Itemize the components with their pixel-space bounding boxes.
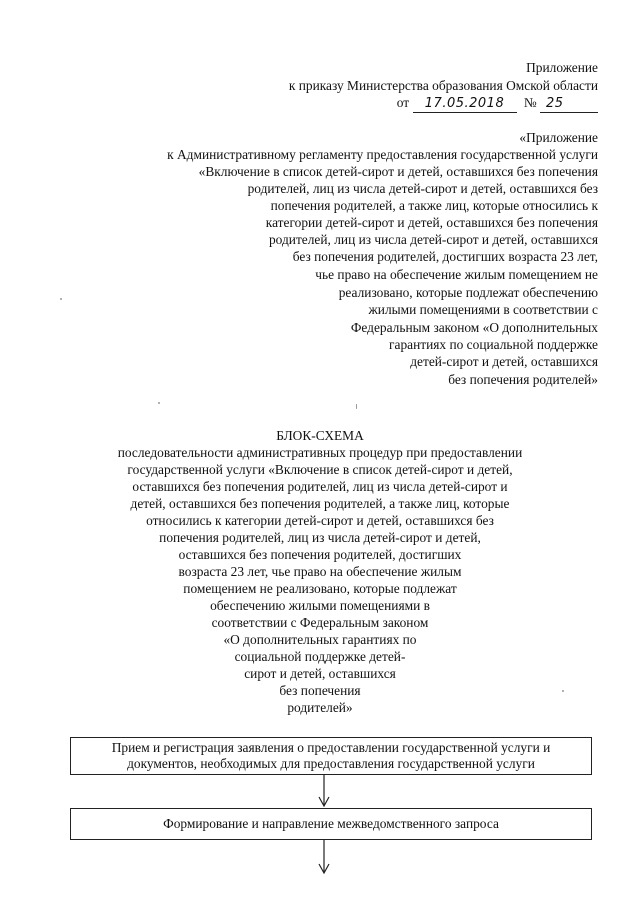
appendix-line: жилыми помещениями в соответствии с <box>368 302 598 317</box>
number-label: № <box>523 95 537 110</box>
blockscheme-line: соответствии с Федеральным законом <box>211 615 429 630</box>
flowchart-step-text: Формирование и направление межведомственного запроса <box>163 815 499 831</box>
blockscheme-line: оставшихся без попечения родителей, достигших <box>178 547 462 562</box>
appendix-line: без попечения родителей, достигших возраста 23 лет, <box>292 249 598 264</box>
blockscheme-line: последовательности административных процедур при предоставлении <box>117 445 523 460</box>
header-title: Приложение <box>526 60 598 75</box>
appendix-line: родителей, лиц из числа детей-сирот и детей, оставшихся <box>268 232 598 247</box>
number-handwritten: 25 <box>540 96 598 113</box>
blockscheme-line: детей, оставшихся без попечения родителей, а также лиц, которые <box>130 496 510 511</box>
blockscheme-line: социальной поддержке детей- <box>234 649 406 664</box>
scan-speck <box>60 298 62 300</box>
blockscheme-line: относились к категории детей-сирот и детей, оставшихся без <box>146 513 494 528</box>
appendix-line: без попечения родителей» <box>448 372 598 387</box>
appendix-line: гарантиях по социальной поддержке <box>389 337 598 352</box>
appendix-line: к Административному регламенту предоставления государственной услуги <box>167 147 598 162</box>
header-order-line: к приказу Министерства образования Омской области <box>288 78 598 93</box>
blockscheme-line: родителей» <box>287 700 353 715</box>
blockscheme-line: государственной услуги «Включение в список детей-сирот и детей, <box>127 462 513 477</box>
flowchart-step-interagency-request <box>70 808 592 840</box>
blockscheme-line: без попечения <box>279 683 361 698</box>
appendix-line: категории детей-сирот и детей, оставшихся без попечения <box>265 215 598 230</box>
blockscheme-line: помещением не реализовано, которые подлежат <box>183 581 457 596</box>
date-handwritten: 17.05.2018 <box>413 96 517 113</box>
appendix-line: детей-сирот и детей, оставшихся <box>410 354 598 369</box>
appendix-line: родителей, лиц из числа детей-сирот и детей, оставшихся без <box>247 181 598 196</box>
blockscheme-line: возраста 23 лет, чье право на обеспечение жилым <box>178 564 462 579</box>
header-date-number-line <box>397 95 598 113</box>
blockscheme-line: сирот и детей, оставшихся <box>244 666 396 681</box>
appendix-line: «Приложение <box>519 130 598 145</box>
appendix-line: чье право на обеспечение жилым помещением не <box>315 267 598 282</box>
ot-label: от <box>396 95 410 110</box>
scan-speck <box>562 690 564 692</box>
scan-speck <box>158 402 160 404</box>
arrow-down-icon <box>318 840 330 874</box>
blockscheme-title: БЛОК-СХЕМА <box>276 428 364 443</box>
flowchart-step-text: Прием и регистрация заявления о предоставлении государственной услуги и <box>111 739 551 755</box>
blockscheme-line: «О дополнительных гарантиях по <box>223 632 417 647</box>
appendix-line: реализовано, которые подлежат обеспечению <box>338 285 598 300</box>
arrow-down-icon <box>318 775 330 807</box>
blockscheme-line: оставшихся без попечения родителей, лиц из числа детей-сирот и <box>132 479 508 494</box>
appendix-line: попечения родителей, а также лиц, которые относились к <box>270 198 598 213</box>
appendix-line: Федеральным законом «О дополнительных <box>350 320 598 335</box>
blockscheme-line: попечения родителей, лиц из числа детей-сирот и детей, <box>159 530 481 545</box>
flowchart-step-reception <box>70 737 592 775</box>
appendix-line: «Включение в список детей-сирот и детей, оставшихся без попечения <box>198 164 598 179</box>
flowchart-step-text: документов, необходимых для предоставления государственной услуги <box>127 756 535 771</box>
blockscheme-line: обеспечению жилыми помещениями в <box>210 598 430 613</box>
scan-speck <box>356 404 357 409</box>
